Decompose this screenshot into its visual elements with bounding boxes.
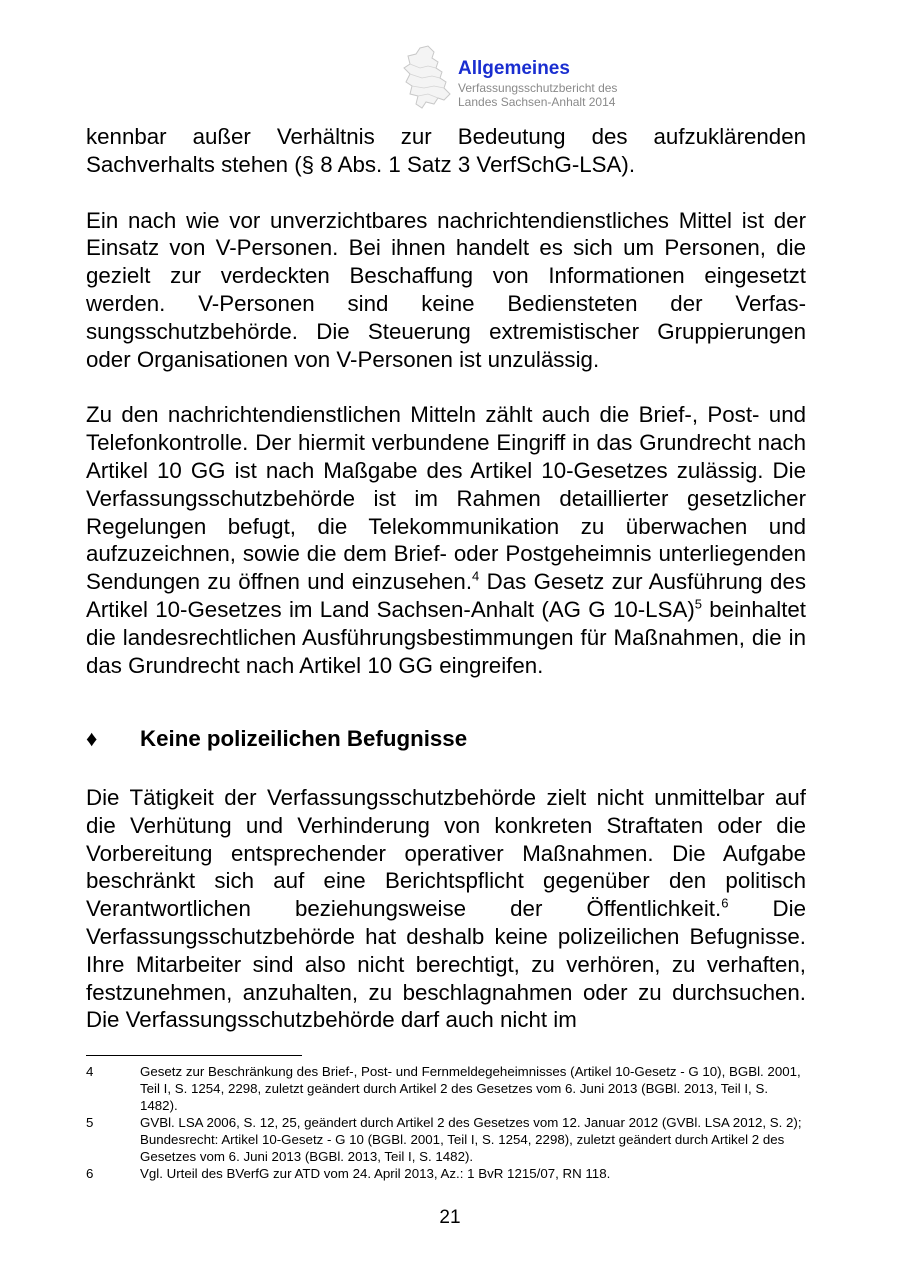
footnote-text: GVBl. LSA 2006, S. 12, 25, geändert durch Artikel 2 des Gesetzes vom 12. Januar 2012 (GVBl. LSA 2012, S. 2); Bundesrecht: Artikel 10-Gesetz - G 10 (BGBl. 2001, Teil I, S. 1254, 2298), zuletzt geändert durch Artikel 2 des Gesetzes vom 6. Juni 2013 (BGBl. 2013, Teil I, S. 1482). bbox=[140, 1115, 802, 1164]
paragraph-2: Ein nach wie vor unverzichtbares nachrichtendienstliches Mittel ist der Einsatz von V-Personen. Bei ihnen handelt es sich um Personen, die gezielt zur verdeckten Beschaffung von Informationen eingesetzt werden. V-Personen sind keine Bediensteten der Verfassungsschutzbehörde. Die Steuerung extremistischer Gruppierungen oder Organisationen von V-Personen ist unzulässig. bbox=[86, 207, 806, 372]
paragraph-3-part-a: Zu den nachrichtendienstlichen Mitteln zählt auch die Brief-, Post- und Telefonkontrolle. Der hiermit verbundene Eingriff in das Grundrecht nach Artikel 10 GG ist nach Maßgabe des Artikel 10-Gesetzes zulässig. Die Verfassungsschutzbehörde ist im Rahmen detaillierter gesetzlicher Regelungen befugt, die Telekommunikation zu überwachen und aufzuzeichnen, sowie die dem Brief- oder Postgeheimnis unterliegenden Sendungen zu öffnen und einzusehen. bbox=[86, 402, 806, 595]
paragraph-4-part-b: Die Verfassungsschutzbehörde hat deshalb keine polizeilichen Befugnisse. Ihre Mitarbeiter sind also nicht berechtigt, zu verhören, zu verhaften, festzunehmen, anzuhalten, zu beschlagnahmen oder zu durchsuchen. Die Verfassungsschutzbehörde darf auch nicht im bbox=[86, 896, 807, 1033]
page-number: 21 bbox=[439, 1207, 461, 1228]
paragraph-4 bbox=[86, 784, 806, 1034]
footnote bbox=[86, 1063, 808, 1114]
footnote-text: Gesetz zur Beschränkung des Brief-, Post- und Fernmeldegeheimnisses (Artikel 10-Gesetz - G 10), BGBl. 2001, Teil I, S. 1254, 2298, zuletzt geändert durch Artikel 2 des Gesetzes vom 6. Juni 2013 (BGBl. 2013, Teil I, S. 1482). bbox=[140, 1064, 801, 1113]
header-title: Allgemeines bbox=[458, 58, 570, 79]
footnote-text: Vgl. Urteil des BVerfG zur ATD vom 24. April 2013, Az.: 1 BvR 1215/07, RN 118. bbox=[140, 1166, 611, 1181]
header-subtitle-line1: Verfassungsschutzbericht des bbox=[458, 81, 618, 95]
paragraph-4-part-a: Die Tätigkeit der Verfassungsschutzbehörde zielt nicht unmittelbar auf die Verhütung und Verhinderung von konkreten Straftaten oder die Vorbereitung entsprechender operativer Maßnahmen. Die Aufgabe beschränkt sich auf eine Berichtspflicht gegenüber den politisch Verantwortlichen beziehungsweise der Öffentlichkeit. bbox=[86, 785, 806, 922]
footnotes bbox=[86, 1063, 808, 1182]
saxony-anhalt-map-icon bbox=[398, 44, 458, 114]
footnote bbox=[86, 1165, 808, 1182]
body-text-top bbox=[86, 123, 806, 679]
header-subtitle-line2: Landes Sachsen-Anhalt 2014 bbox=[458, 95, 616, 109]
page-header bbox=[398, 44, 658, 114]
footnote-ref-5[interactable]: 5 bbox=[694, 596, 702, 612]
footnote-ref-6[interactable]: 6 bbox=[721, 895, 729, 911]
footnote-number: 6 bbox=[86, 1166, 94, 1181]
section-heading bbox=[86, 725, 806, 753]
section-heading-text: Keine polizeilichen Befugnisse bbox=[140, 726, 468, 751]
body-text-bottom bbox=[86, 784, 806, 1034]
footnote bbox=[86, 1114, 808, 1165]
paragraph-3-part-c: beinhaltet die landesrechtlichen Ausführungsbestimmungen für Maßnahmen, die in das Grundrecht nach Artikel 10 GG eingreifen. bbox=[86, 596, 806, 678]
paragraph-1: kennbar außer Verhältnis zur Bedeutung des aufzuklärenden Sachverhalts stehen (§ 8 Abs. 1 Satz 3 VerfSchG-LSA). bbox=[86, 124, 806, 177]
footnote-number: 4 bbox=[86, 1064, 94, 1079]
paragraph-3 bbox=[86, 401, 806, 679]
footnote-ref-4[interactable]: 4 bbox=[472, 568, 480, 584]
footnote-divider bbox=[86, 1055, 302, 1056]
diamond-bullet-icon: ♦ bbox=[86, 726, 98, 751]
paragraph-3-part-b: Das Gesetz zur Ausführung des Artikel 10-Gesetzes im Land Sachsen-Anhalt (AG G 10-LSA) bbox=[86, 569, 806, 622]
footnote-number: 5 bbox=[86, 1115, 94, 1130]
